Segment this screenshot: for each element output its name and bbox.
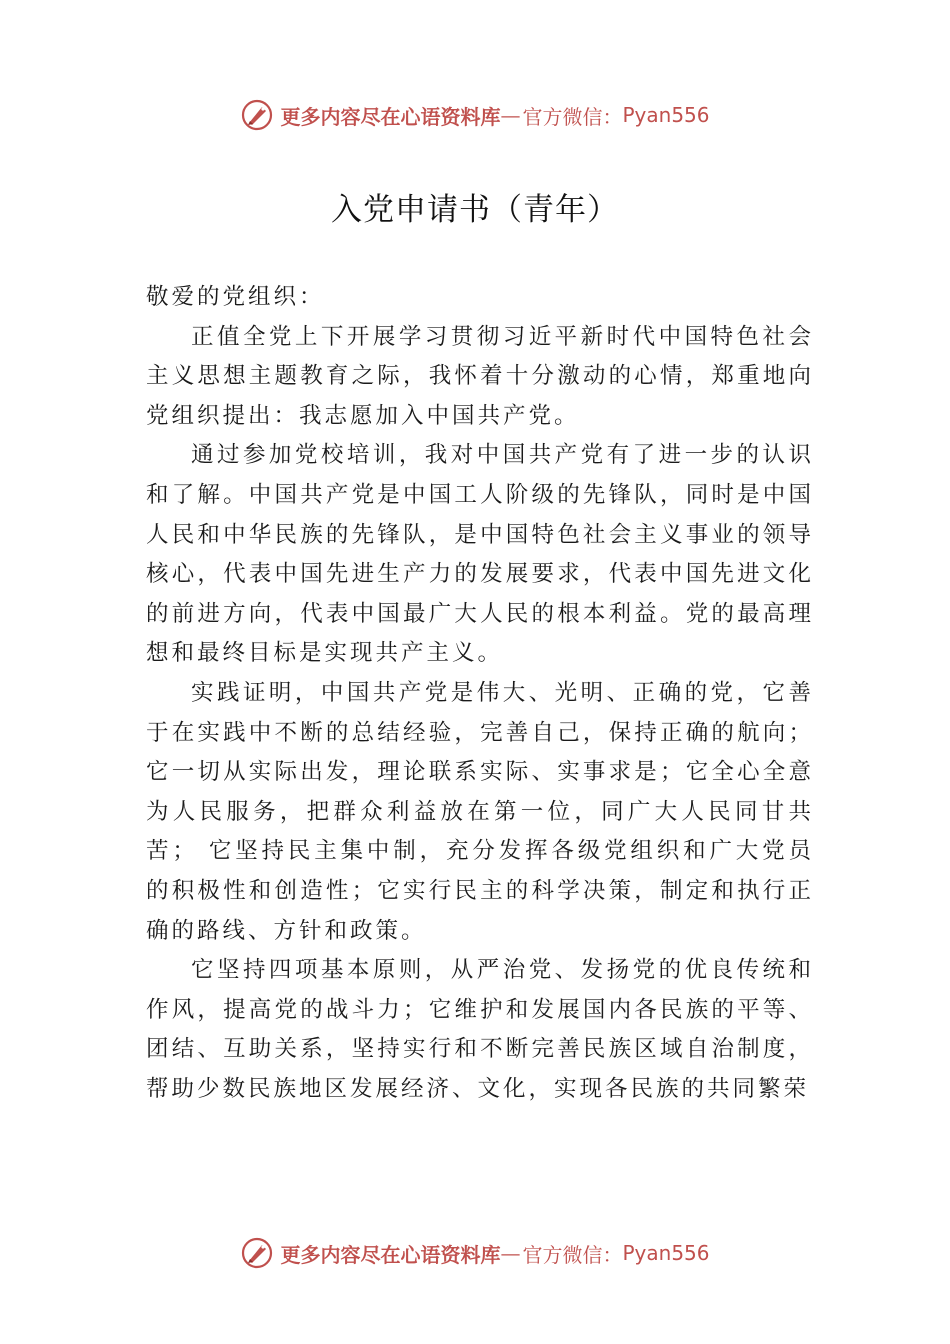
pen-nib-logo-icon bbox=[240, 1236, 274, 1270]
paragraph-2: 通过参加党校培训，我对中国共产党有了进一步的认识和了解。中国共产党是中国工人阶级的先锋队，同时是中国人民和中华民族的先锋队，是中国特色社会主义事业的领导核心，代表中国先进生产力的发展要求，代表中国先进文化的前进方向，代表中国最广大人民的根本利益。党的最高理想和最终目标是实现共产主义。 bbox=[146, 442, 814, 667]
watermark-dash: — bbox=[500, 103, 521, 127]
watermark-text: 更多内容尽在心语资料库 bbox=[280, 1242, 501, 1267]
paragraph-4: 它坚持四项基本原则，从严治党、发扬党的优良传统和作风，提高党的战斗力；它维护和发展国内各民族的平等、 团结、互助关系，坚持实行和不断完善民族区域自治制度， 帮助少数民族地区发展经济、文化，实现各民族的共同繁荣 bbox=[146, 957, 814, 1102]
paragraph-3: 实践证明，中国共产党是伟大、光明、正确的党，它善于在实践中不断的总结经验，完善自己，保持正确的航向； 它一切从实际出发，理论联系实际、实事求是；它全心全意为人民服务，把群众利益放在第一位，同广大人民同甘共苦； 它坚持民主集中制，充分发挥各级党组织和广大党员的积极性和创造性；它实行民主的科学决策，制定和执行正确的路线、方针和政策。 bbox=[146, 679, 814, 944]
document-body bbox=[146, 278, 814, 1109]
watermark-wechat-label: 官方微信： bbox=[522, 1242, 623, 1267]
watermark-wechat-id: Pyan556 bbox=[622, 1241, 710, 1265]
paragraph-1: 正值全党上下开展学习贯彻习近平新时代中国特色社会主义思想主题教育之际，我怀着十分激动的心情，郑重地向党组织提出：我志愿加入中国共产党。 bbox=[146, 323, 814, 429]
watermark-dash: — bbox=[500, 1241, 521, 1265]
salutation: 敬爱的党组织： bbox=[146, 284, 325, 310]
watermark-text: 更多内容尽在心语资料库 bbox=[280, 104, 501, 129]
header-watermark bbox=[0, 95, 950, 135]
watermark-wechat-id: Pyan556 bbox=[622, 103, 710, 127]
watermark-wechat-label: 官方微信： bbox=[522, 104, 623, 129]
footer-watermark bbox=[0, 1233, 950, 1273]
pen-nib-logo-icon bbox=[240, 98, 274, 132]
document-title: 入党申请书（青年） bbox=[331, 192, 619, 228]
